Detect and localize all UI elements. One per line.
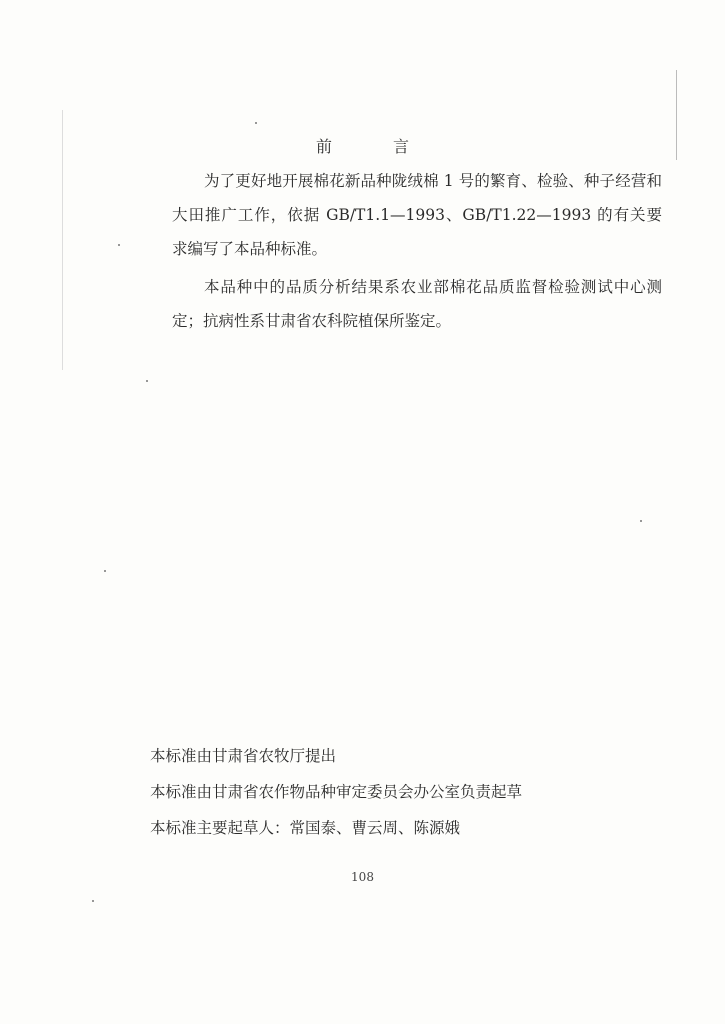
preface-paragraph-1: 为了更好地开展棉花新品种陇绒棉 1 号的繁育、检验、种子经营和大田推广工作，依据 GB/T1.1—1993、GB/T1.22—1993 的有关要求编写了本品种标准。	[172, 172, 662, 258]
scan-speck	[118, 244, 120, 246]
page-number: 108	[351, 870, 374, 884]
footer-notes	[150, 738, 630, 846]
page-title: 前 言	[315, 137, 438, 156]
footer-line-drafting-unit: 本标准由甘肃省农作物品种审定委员会办公室负责起草	[150, 783, 523, 801]
scan-speck	[640, 520, 642, 522]
footer-line-proposer: 本标准由甘肃省农牧厅提出	[150, 747, 337, 765]
preface-paragraph-2: 本品种中的品质分析结果系农业部棉花品质监督检验测试中心测定；抗病性系甘肃省农科院植保所鉴定。	[172, 278, 662, 330]
scan-speck	[104, 570, 106, 572]
scan-speck	[255, 122, 257, 124]
scan-speck	[92, 900, 94, 902]
scan-speck	[146, 380, 148, 382]
footer-line-drafters: 本标准主要起草人：常国泰、曹云周、陈源娥	[150, 819, 461, 837]
